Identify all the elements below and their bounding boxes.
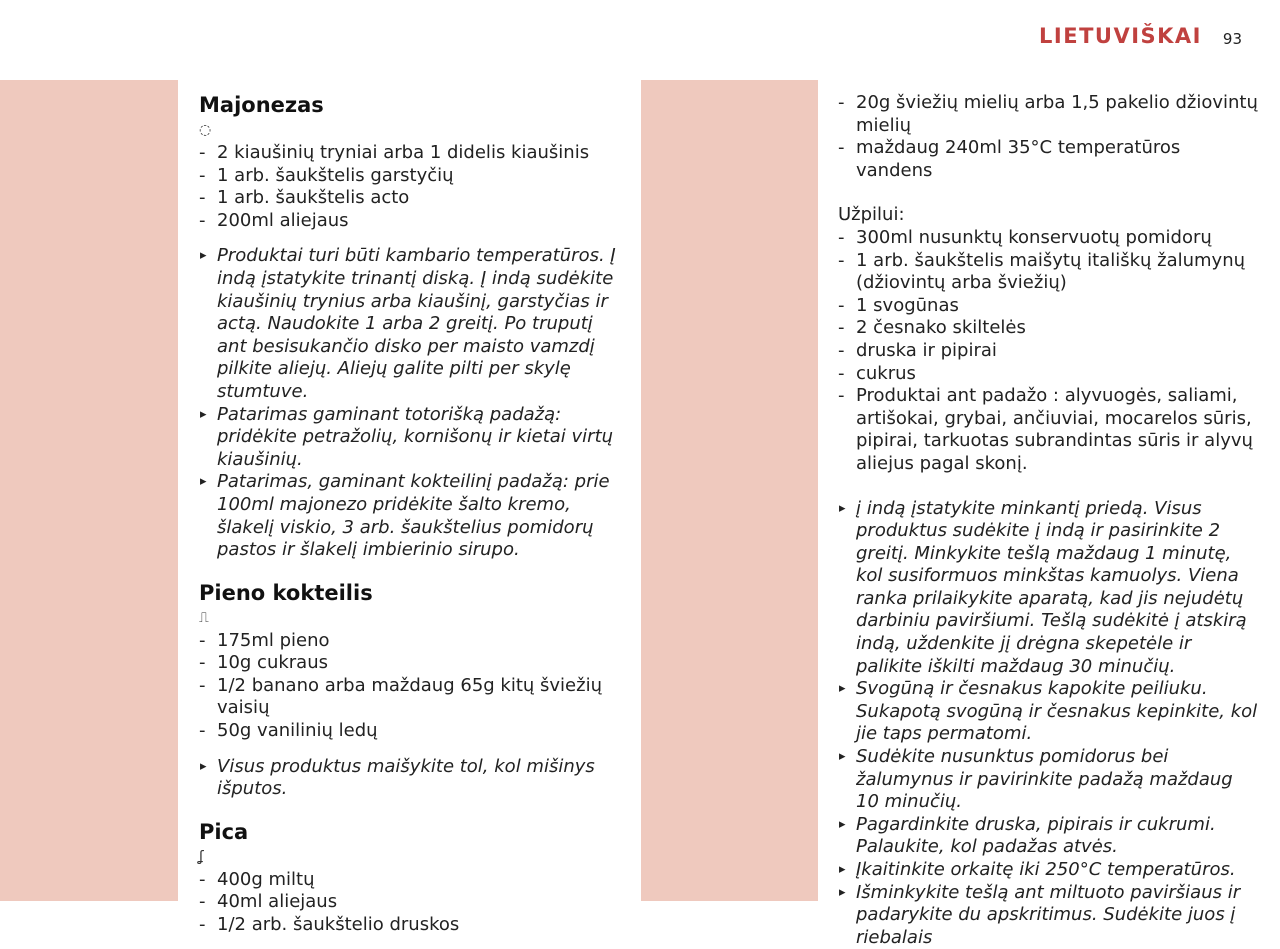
ingredient-list-continued [838,92,1258,182]
list-item: ▸ Svogūną ir česnakus kapokite peiliuku. Sukapotą svogūną ir česnakus kepinkite, kol jie taps permatomi. [838,678,1258,746]
recipe-majonezas [199,92,619,562]
list-item: ▸ Produktai turi būti kambario temperatūros. Į indą įstatykite trinantį diską. Į indą sudėkite kiaušinių trynius arba kiaušinį, garstyčias ir actą. Naudokite 1 arba 2 greitį. Po truputį ant besisukančio disko per maisto vamzdį pilkite aliejų. Aliejų galite pilti per skylę stumtuve. [199,245,619,403]
topping-list [838,227,1258,476]
list-item: - 400g miltų [199,869,619,892]
topping-label: Užpilui: [838,204,1258,227]
blender-disc-icon: ◌ [199,120,619,142]
list-item: - 1 svogūnas [838,295,1258,318]
list-item: - 2 česnako skiltelės [838,317,1258,340]
ingredient-list [199,142,619,232]
ingredient-list [199,630,619,743]
recipe-pieno-kokteilis [199,580,619,801]
list-item: - maždaug 240ml 35°C temperatūros vandens [838,137,1258,182]
list-item: ▸ į indą įstatykite minkantį priedą. Visus produktus sudėkite į indą ir pasirinkite 2 greitį. Minkykite tešlą maždaug 1 minutę, kol susiformuos minkštas kamuolys. Viena ranka prilaikykite aparatą, kad jis nejudėtų darbiniu paviršiumi. Tešlą sudėkitė į atskirą indą, uždenkite jį drėgna skepetėle ir palikite iškilti maždaug 30 minučių. [838,498,1258,679]
list-item: ▸ Sudėkite nusunktus pomidorus bei žalumynus ir pavirinkite padažą maždaug 10 minučių. [838,746,1258,814]
list-item: ▸ Patarimas gaminant totorišką padažą: pridėkite petražolių, kornišonų ir kietai virtų kiaušinių. [199,404,619,472]
right-margin-band [641,80,818,901]
instruction-list [199,756,619,801]
list-item: - 200ml aliejaus [199,210,619,233]
list-item: ▸ Išminkykite tešlą ant miltuoto paviršiaus ir padarykite du apskritimus. Sudėkite juos į riebalais [838,882,1258,949]
recipe-title: Pica [199,819,619,845]
list-item: - 20g šviežių mielių arba 1,5 pakelio džiovintų mielių [838,92,1258,137]
list-item: - 1 arb. šaukštelis garstyčių [199,165,619,188]
language-header: LIETUVIŠKAI [1039,24,1202,48]
list-item: - 1 arb. šaukštelis maišytų itališkų žalumynų (džiovintų arba šviežių) [838,250,1258,295]
left-margin-band [0,80,178,901]
recipe-title: Majonezas [199,92,619,118]
instruction-list [199,245,619,561]
recipe-title: Pieno kokteilis [199,580,619,606]
page-number: 93 [1223,30,1242,48]
list-item: - 1/2 banano arba maždaug 65g kitų šviežių vaisių [199,675,619,720]
dough-hook-icon: ʆ [199,847,619,869]
list-item: ▸ Visus produktus maišykite tol, kol mišinys išputos. [199,756,619,801]
list-item: - cukrus [838,363,1258,386]
list-item: ▸ Patarimas, gaminant kokteilinį padažą: prie 100ml majonezo pridėkite šalto kremo, šlakelį viskio, 3 arb. šaukštelius pomidorų pastos ir šlakelį imbierinio sirupo. [199,471,619,561]
list-item: - Produktai ant padažo : alyvuogės, saliami, artišokai, grybai, ančiuviai, mocarelos sūris, pipirai, tarkuotas subrandintas sūris ir alyvų aliejus pagal skonį. [838,385,1258,475]
list-item: ▸ Įkaitinkite orkaitę iki 250°C temperatūros. [838,859,1258,882]
list-item: - druska ir pipirai [838,340,1258,363]
right-column [838,92,1258,949]
ingredient-list [199,869,619,937]
list-item: ▸ Pagardinkite druska, pipirais ir cukrumi. Palaukite, kol padažas atvės. [838,814,1258,859]
list-item: - 40ml aliejaus [199,891,619,914]
blender-jug-icon: ⎍ [199,608,619,630]
list-item: - 10g cukraus [199,652,619,675]
list-item: - 300ml nusunktų konservuotų pomidorų [838,227,1258,250]
recipe-pica [199,819,619,937]
list-item: - 1/2 arb. šaukštelio druskos [199,914,619,937]
left-column [199,92,619,947]
spacer [838,182,1258,204]
list-item: - 1 arb. šaukštelis acto [199,187,619,210]
list-item: - 175ml pieno [199,630,619,653]
list-item: - 2 kiaušinių tryniai arba 1 didelis kiaušinis [199,142,619,165]
instruction-list [838,498,1258,949]
list-item: - 50g vanilinių ledų [199,720,619,743]
